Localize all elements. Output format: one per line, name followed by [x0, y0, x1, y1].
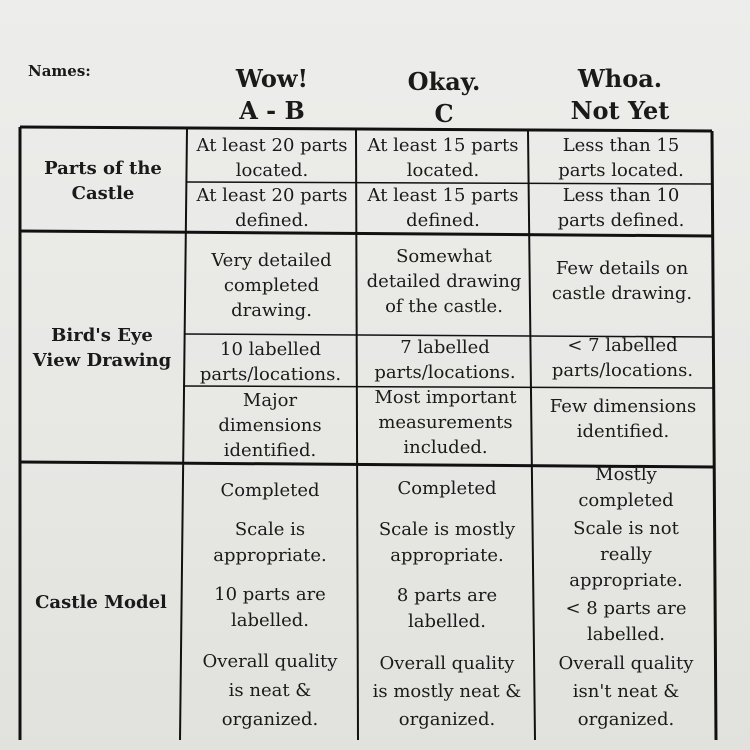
cell-parts-located-okay: [358, 132, 528, 184]
cell-text-line: measurements: [378, 412, 513, 433]
cell-text-line: Overall quality: [202, 651, 338, 672]
cell-text-line: Castle: [71, 183, 135, 204]
cell-text-line: completed: [578, 490, 674, 511]
cell-text-line: drawing.: [231, 300, 312, 321]
cell-text-line: parts/locations.: [551, 359, 694, 381]
header-okay-grade: C: [434, 99, 454, 128]
cell-text-line: isn't neat &: [572, 681, 680, 702]
cell-text-line: 10 labelled: [220, 338, 321, 360]
cell-text-line: Mostly: [595, 464, 657, 485]
cell-text-line: organized.: [577, 709, 675, 730]
cell-text-line: parts/locations.: [374, 361, 516, 383]
cell-drawing-dimensions-wow: [183, 387, 357, 464]
cell-text-line: detailed drawing: [366, 271, 522, 292]
cell-text-line: Parts of the: [44, 158, 162, 179]
cell-text-line: appropriate.: [213, 545, 327, 566]
cell-text-line: Completed: [220, 480, 320, 501]
cell-text-line: parts/locations.: [199, 363, 342, 385]
cell-model-wow: [182, 468, 358, 738]
cell-parts-located-wow: [188, 132, 356, 184]
cell-text-line: Less than 15: [562, 135, 680, 156]
cell-text-line: Somewhat: [396, 246, 492, 267]
cell-drawing-labels-wow: [184, 336, 357, 387]
cell-text-line: dimensions: [218, 415, 322, 436]
cell-text-line: Scale is mostly: [378, 518, 516, 540]
cell-text-line: located.: [235, 160, 309, 181]
cell-drawing-labels-okay: [358, 336, 532, 387]
cell-text-line: really: [600, 544, 652, 565]
cell-text-line: appropriate.: [569, 570, 683, 591]
cell-text-line: 7 labelled: [400, 336, 490, 358]
cell-parts-defined-wow: [188, 183, 356, 233]
cell-text-line: identified.: [576, 420, 670, 442]
cell-text-line: Completed: [397, 478, 497, 499]
cell-drawing-detail-okay: [358, 236, 530, 335]
header-whoa-grade: Not Yet: [570, 96, 670, 125]
cell-text-line: is neat &: [228, 680, 312, 701]
cell-text-line: Major: [242, 390, 298, 411]
cell-text-line: labelled.: [586, 624, 666, 645]
cell-parts-defined-okay: [358, 183, 528, 233]
row-label-model: Castle Model: [35, 591, 167, 613]
header-okay-title: Okay.: [407, 67, 481, 96]
cell-text-line: At least 20 parts: [196, 185, 348, 206]
row-label-parts: [22, 131, 184, 231]
cell-text-line: appropriate.: [390, 544, 504, 566]
cell-text-line: View Drawing: [32, 350, 172, 371]
cell-text-line: Most important: [374, 387, 517, 408]
cell-text-line: Scale is not: [573, 518, 679, 539]
row-label-drawing: [22, 234, 182, 462]
cell-text-line: labelled.: [230, 610, 310, 631]
cell-drawing-detail-whoa: [531, 236, 713, 335]
cell-text-line: At least 20 parts: [196, 135, 348, 156]
cell-text-line: located.: [406, 160, 480, 181]
cell-text-line: is mostly neat &: [372, 680, 522, 702]
cell-text-line: Few dimensions: [549, 395, 697, 417]
cell-model-okay: [359, 468, 535, 738]
cell-text-line: identified.: [223, 440, 317, 461]
cell-text-line: < 7 labelled: [567, 334, 678, 356]
cell-parts-located-whoa: [530, 132, 712, 184]
cell-text-line: 8 parts are: [396, 585, 498, 607]
cell-text-line: parts defined.: [557, 210, 685, 231]
cell-parts-defined-whoa: [530, 183, 712, 233]
cell-text-line: Bird's Eye: [51, 325, 153, 346]
cell-text-line: completed: [223, 275, 320, 296]
cell-drawing-labels-whoa: [532, 336, 713, 387]
cell-text-line: Overall quality: [558, 653, 694, 674]
cell-text-line: of the castle.: [385, 296, 503, 317]
cell-text-line: Overall quality: [379, 652, 515, 674]
cell-drawing-dimensions-okay: [358, 387, 533, 464]
cell-text-line: At least 15 parts: [367, 135, 519, 156]
cell-text-line: Scale is: [234, 519, 306, 540]
cell-text-line: labelled.: [407, 611, 487, 633]
cell-text-line: < 8 parts are: [565, 598, 687, 619]
cell-text-line: 10 parts are: [214, 584, 326, 605]
header-whoa-title: Whoa.: [577, 64, 663, 93]
cell-text-line: Very detailed: [211, 250, 332, 271]
cell-text-line: included.: [403, 437, 488, 458]
header-wow-grade: A - B: [239, 96, 305, 125]
cell-text-line: organized.: [398, 708, 496, 730]
cell-text-line: defined.: [235, 210, 309, 231]
cell-text-line: Few details on: [555, 257, 689, 279]
cell-text-line: organized.: [221, 709, 319, 730]
cell-drawing-dimensions-whoa: [533, 387, 713, 464]
cell-model-whoa: [536, 458, 716, 738]
cell-text-line: parts located.: [558, 160, 684, 181]
cell-text-line: At least 15 parts: [367, 185, 519, 206]
cell-text-line: Less than 10: [562, 185, 680, 206]
cell-text-line: castle drawing.: [551, 282, 693, 304]
cell-drawing-detail-wow: [186, 236, 357, 335]
names-label: Names:: [28, 62, 91, 80]
cell-text-line: defined.: [406, 210, 480, 231]
header-wow-title: Wow!: [235, 64, 309, 93]
